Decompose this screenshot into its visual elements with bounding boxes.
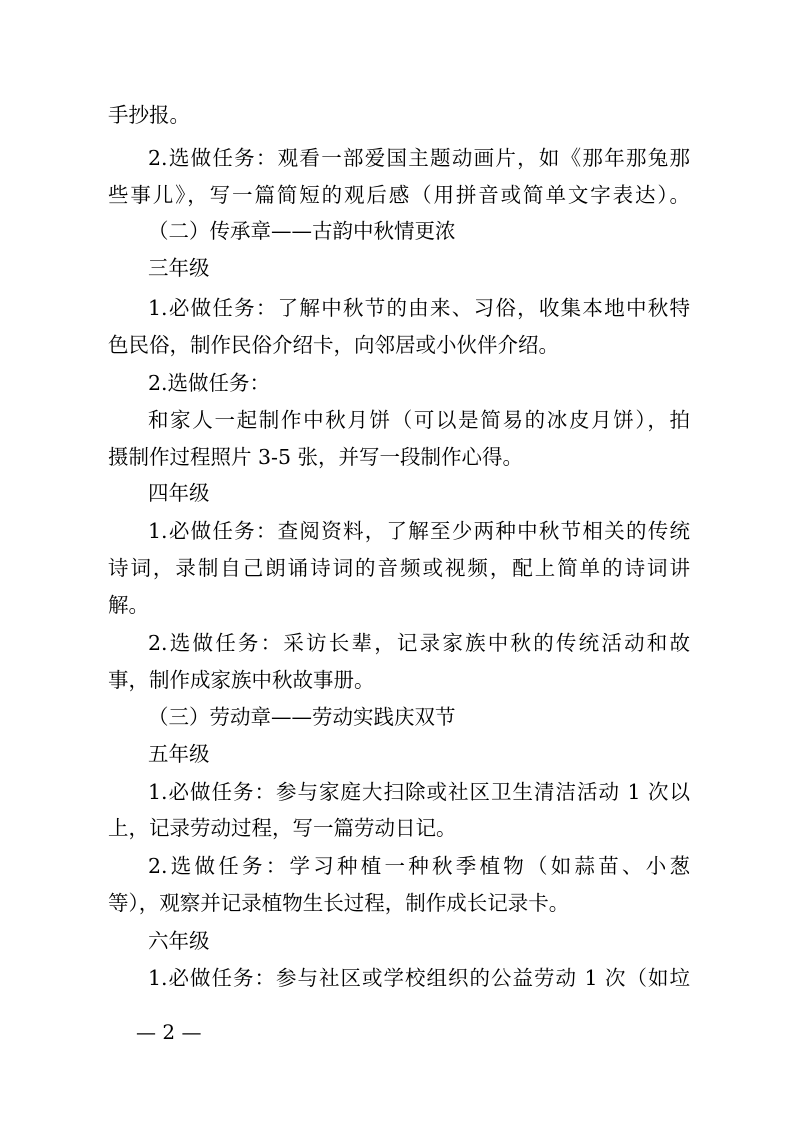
grade-heading-6: 六年级 [148,929,210,953]
text-line-22: 等），观察并记录植物生长过程，制作成长记录卡。 [108,891,570,915]
text-line-6: 1.必做任务：了解中秋节的由来、习俗，收集本地中秋特 [148,296,690,320]
text-line-15: 2.选做任务：采访长辈，记录家族中秋的传统活动和故 [148,631,690,655]
text-line-12: 1.必做任务：查阅资料，了解至少两种中秋节相关的传统 [148,519,690,543]
text-line-10: 摄制作过程照片 3-5 张，并写一段制作心得。 [108,445,524,469]
text-line-1: 手抄报。 [108,103,190,127]
grade-heading-3: 三年级 [148,256,210,280]
text-line-13: 诗词，录制自己朗诵诗词的音频或视频，配上简单的诗词讲 [108,556,690,580]
grade-heading-4: 四年级 [148,481,210,505]
text-line-24: 1.必做任务：参与社区或学校组织的公益劳动 1 次（如垃 [148,966,690,990]
text-line-20: 上，记录劳动过程，写一篇劳动日记。 [108,816,457,840]
text-line-16: 事，制作成家族中秋故事册。 [108,668,375,692]
text-line-3: 些事儿》，写一篇简短的观后感（用拼音或简单文字表达）。 [108,183,690,207]
text-line-9: 和家人一起制作中秋月饼（可以是简易的冰皮月饼），拍 [148,408,690,432]
text-line-8: 2.选做任务： [148,371,271,395]
text-line-7: 色民俗，制作民俗介绍卡，向邻居或小伙伴介绍。 [108,333,559,357]
section-heading-2: （二）传承章——古韵中秋情更浓 [148,219,456,243]
text-line-2: 2.选做任务：观看一部爱国主题动画片，如《那年那兔那 [148,146,690,170]
section-heading-3: （三）劳动章——劳动实践庆双节 [148,705,456,729]
text-line-19: 1.必做任务：参与家庭大扫除或社区卫生清洁活动 1 次以 [148,780,690,804]
text-line-14: 解。 [108,593,149,617]
text-line-21: 2.选做任务：学习种植一种秋季植物（如蒜苗、小葱 [148,854,690,878]
page-number: — 2 — [136,1020,202,1044]
grade-heading-5: 五年级 [148,742,210,766]
